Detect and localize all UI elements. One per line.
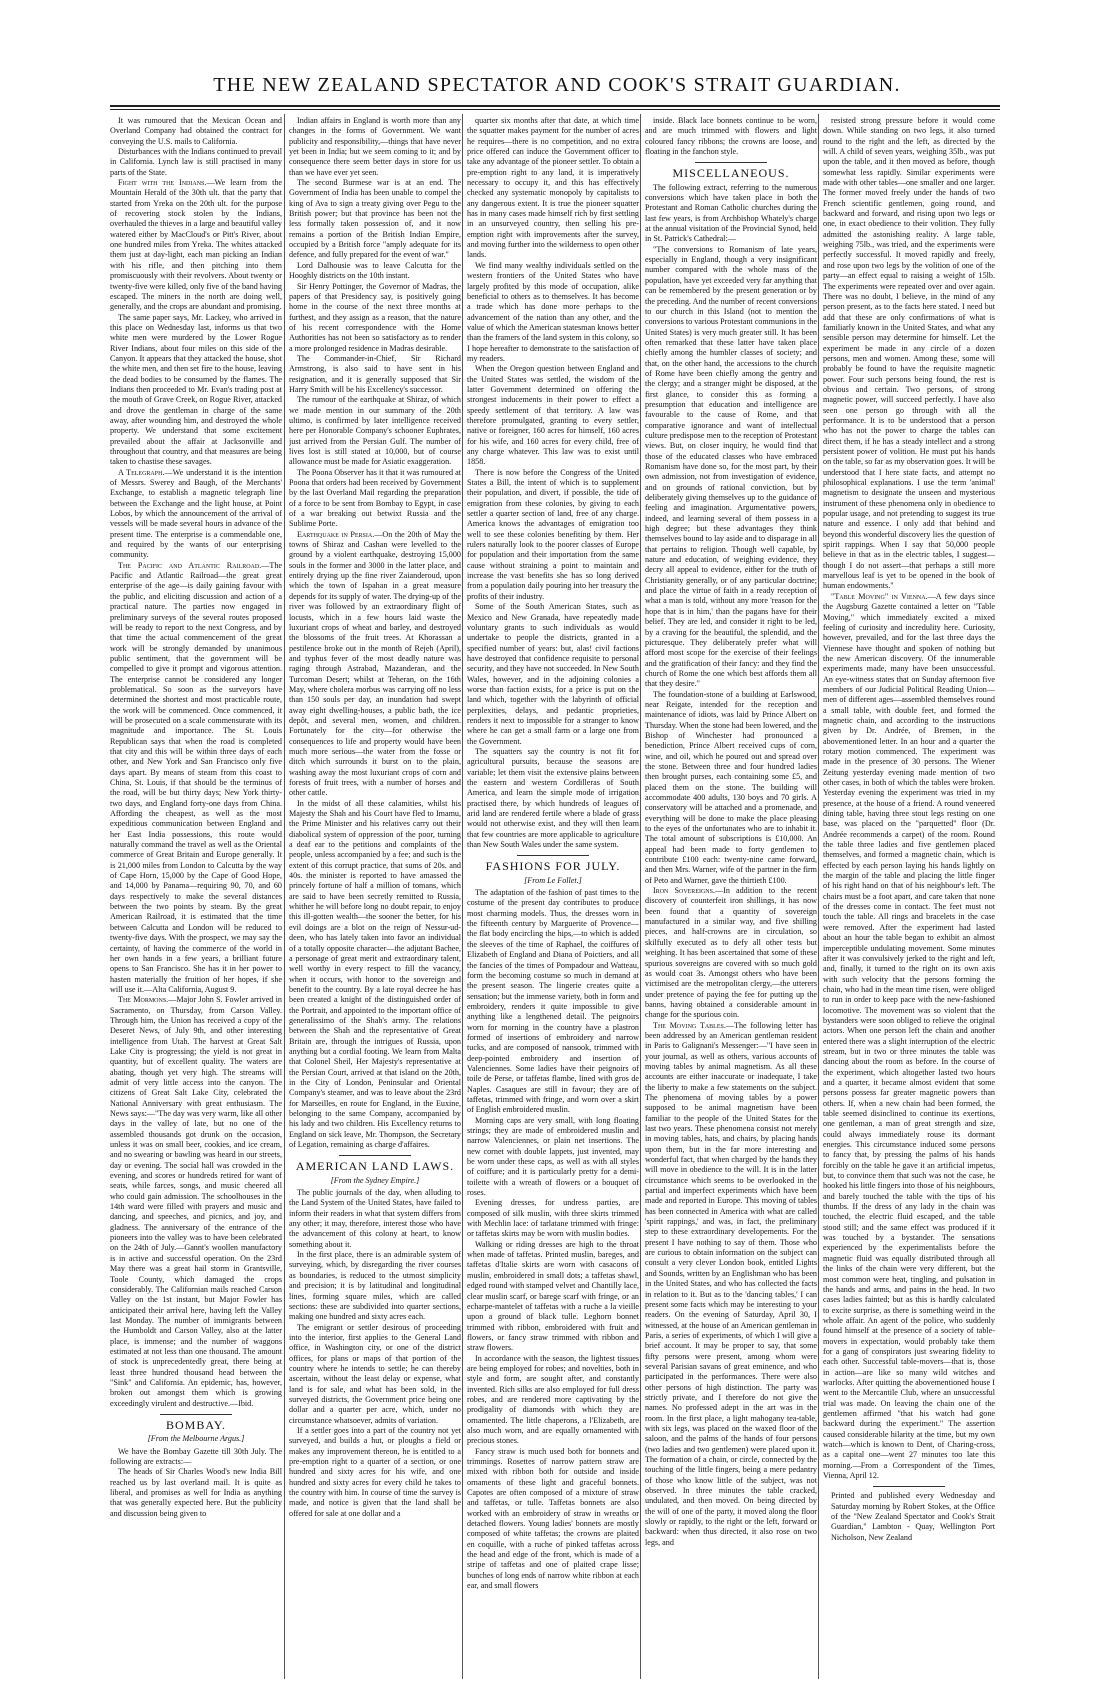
paragraph-lead: "Table Moving" in Vienna. — [831, 591, 928, 601]
masthead-rule-thick — [110, 105, 1000, 107]
column-3 — [467, 116, 639, 1676]
paragraph: The Commander-in-Chief, Sir Richard Armstrong, is also said to have sent in his resignation, and it is generally supposed that Sir Harry Smith will be his Excellency's successor. — [289, 353, 461, 394]
paragraph-body: —The following letter has been addressed by an American gentleman resident in Paris to Galignani's Messenger:—"I have seen in your journal, as well as others, various accounts of moving tables by animal magnetism. As all these accounts are either inaccurate or inadequate, I take the liberty to make a few statements on the subject. The phenomena of moving tables by a power supposed to be animal magnetism have been familiar to the people of the United States for the last two years. These phenomena consist not merely in moving tables, hats, and chairs, by placing hands upon them, but in the far more interesting and wonderful fact, that when charged by the hands they will move in obedience to the will. It is in the latter circumstance which seems to be overlooked in the partial and imperfect experiments which have been made and reported in Europe. This moving of tables has been connected in America with what are called 'spirit rappings,' and was, in fact, the preliminary step to these extraordinary developements. For the present I have nothing to say of them. Those who are curious to obtain information on the subject can consult a very clever London book, entitled Lights and Sounds, written by an Englishman who has been in the United States, and who has collected the facts in relation to it. But as to the 'dancing tables,' I can present some facts which may be interesting to your readers. On the evening of Saturday, April 30, I witnessed, at the house of an American gentleman in Paris, a series of experiments, of which I will give a brief account. It may be proper to say, that some fifty persons were present, among whom were several Parisian savans of great eminence, and who participated in the performances. There were also other persons of high distinction. The party was strictly private, and I therefore do not give the names. No professed adept in the art was in the room. In the first place, a light mahogany tea-table, with six legs, was placed on the waxed floor of the saloon, and the palms of the hands of four persons (two ladies and two gentlemen) were placed upon it. The formation of a chain, or circle, connected by the touching of the little fingers, being a mere pedantry of those who know little of the subject, was not observed. In three minutes the table cracked, undulated, and then moved. On being directed by the will of one of the party, it moved along the floor slowly or rapidly, to the right or the left, forward or backward: when thus directed, it also rose on two legs, and — [645, 1020, 817, 1547]
column-4 — [645, 116, 817, 1676]
paragraph: The heads of Sir Charles Wood's new India Bill reached us by last overland mail. It is quite as liberal, and promises as well for India as anything that was generally expected here. But the publicity and discussion being given to — [110, 1467, 282, 1518]
paragraph-lead: Iron Sovereigns. — [653, 886, 716, 896]
section-heading-miscellaneous: MISCELLANEOUS. — [672, 166, 790, 181]
paragraph: It was rumoured that the Mexican Ocean and Overland Company had obtained the contract for conveying the U.S. mails to California. — [110, 116, 282, 146]
paragraph: The rumour of the earthquake at Shiraz, of which we made mention in our summary of the 20th ultimo, is confirmed by later intelligence received here per Honorable Company's schooner Euphrates, just arrived from the Persian Gulf. The number of lives lost is still stated at 10,000, but of course allowance must be made for Asiatic exaggeration. — [289, 395, 461, 467]
section-rule — [160, 1414, 232, 1415]
paragraph — [110, 561, 282, 995]
paragraph — [110, 468, 282, 561]
column-divider — [818, 114, 819, 1679]
paragraph: The squatters say the country is not fit for agricultural pursuits, because the seasons are variable; let them visit the extensive plains between the eastern and western Cordilleras of South America, and learn the simple mode of irrigation practised there, by which hundreds of leagues of arid land are rendered fertile where a blade of grass would not otherwise exist, and they will then learn that few countries are more applicable to agriculture than New South Wales under the same system. — [467, 746, 639, 850]
paragraph: Morning caps are very small, with long floating strings; they are made of embroidered muslin and narrow Valenciennes, or plain net insertions. The new cornet with double lappets, just invented, may be worn under these caps, as well as with all styles of coiffure; and it is particularly pretty for a demi-toilette with a wreath of flowers or a bouquet of roses. — [467, 1115, 639, 1198]
printer-imprint: Printed and published every Wednesday and Saturday morning by Robert Stokes, at the Office of the "New Zealand Spectator and Cook's Strait Guardian," Lambton - Quay, Wellington Port Nicholson, New Zealand — [831, 1491, 995, 1542]
paragraph: There is now before the Congress of the United States a Bill, the intent of which is to supplement their population, and divert, if possible, the tide of emigration from these colonies, by giving to each settler a quarter section of land, free of any charge. America knows the advantages of emigration too well to see these colonies benefiting by them. Her rulers naturally look to the poorer classes of Europe for population and their importation from the same cause without straining a point to maintain and increase the vast benefits she has so long derived from a population daily pouring into her treasury the profits of their industry. — [467, 467, 639, 601]
paragraph: If a settler goes into a part of the country not yet surveyed, and builds a hut, or ploughs a field or makes any improvement thereon, he is entitled to a pre-emption right to a quarter of a section, or one hundred and sixty acres for his wife, and one hundred and sixty acres for every child he takes to the country with him. In course of time the survey is made, and notice is given that the land shall be offered for sale at one dollar and a — [289, 1425, 461, 1518]
paragraph: The adaptation of the fashion of past times to the costume of the present day contributes to produce most charming models. Thus, the dresses worn in the fifteenth century by Marguerite of Provence—the flat body encircling the hips,—to which is added the sleeves of the time of Raphael, the coiffures of Elizabeth of England and Diana of Poictiers, and all the fancies of the times of Pompadour and Watteau, form the becoming costume so much in demand at the present season. The lingerie creates quite a sensation; but the immense variety, both in form and embroidery, renders it quite impossible to give anything like a lengthened detail. The peignoirs worn for morning in the country have a plastron formed of insertions of embroidery and narrow tucks, and are composed of nansook, trimmed with deep-pointed embroidery and insertion of Valenciennes. Some ladies have their peignoirs of toile de Perse, or taffetas flambe, lined with gros de Naples. Casaques are still in favour; they are of taffetas, trimmed with fringe, and worn over a skirt of English embroidered muslin. — [467, 888, 639, 1115]
paragraph — [110, 995, 282, 1409]
paragraph: In accordance with the season, the lightest tissues are being employed for robes; and novelties, both in style and form, are sought after, and constantly invented. Rich silks are also employed for full dress robes, and are rendered more captivating by the prodigality of diamonds with which they are ornamented. The little chaperons, a l'Elizabeth, are also much worn, and are equally ornamented with precious stones. — [467, 1353, 639, 1446]
paragraph: resisted strong pressure before it would come down. While standing on two legs, it also turned round to the right and the left, as directed by the will. A child of seven years, weighing 35lb., was put upon the table, and it then moved as before, though somewhat less rapidly. Similar experiments were made with other tables—one smaller and one larger. The former moved freely under the hands of two French scientific gentlemen, going round, and backward and forward, and rising upon two legs or one, in exact obedience to their volition. They fully admitted the astonishing reality. A large table, weighing 75lb., was tried, and the experiments were perfectly successful. It moved rapidly and freely, and rose upon two legs by the volition of one of the party—an effect equal to raising a weight of 15lb. The experiments were repeated over and over again. There was no doubt, I believe, in the mind of any person present, as to the facts here stated. I need but add that these are only confirmations of what is familiarly known in the United States, and what any sensible person may determine for himself. Let the experiment be made in any circle of a dozen persons, men and women. Among these, some will probably be found to have the requisite magnetic power. Four such persons being found, the rest is obvious and certain. Two persons, of strong magnetic power, will succeed perfectly. I have also seen one person go through with all the performance. It is to be understood that a person who has not the power to charge the tables can direct them, if he has a steady intellect and a strong persistent power of volition. He must put his hands on the table, so far as my observation goes. It will be understood that I here state facts, and attempt no philosophical explanations. I use the term 'animal' magnetism to designate the unseen and mysterious instrument of these phenomena only in obedience to popular usage, and not pretending to suggest its true nature and essence. I only add that behind and beyond this wonderful discovery lies the question of spirit rappings. When I say that 50,000 people believe in that as in the electric tables, I suggest—though I do not assert—that perhaps a still more marvellous leaf is yet to be opened in the book of human endowments." — [823, 116, 995, 591]
paragraph-body: —The Pacific and Atlantic Railroad—the great great enterprise of the age—is daily gaining favour with the public, and eliciting discussion and action of a practical nature. The parties now engaged in preliminary surveys of the several routes proposed will be ready to report to the next Congress, and by that time the actual commencement of the great work will be strongly demanded by unanimous public sentiment, that the government will be compelled to give it prompt and vigorous attention. The enterprise cannot be considered any longer problematical. So soon as the surveyors have determined the shortest and most practicable route, the work will be commenced. Once commenced, it will be prosecuted on a scale commensurate with its magnitude and importance. The St. Louis Republican says that when the road is completed that city and this will be within three days of each other, and New York and San Francisco only five days apart. By means of steam from this coast to China, St. Louis, if that should be the terminus of the road, will be but thirty days; New York thirty-two days, and England forty-one days from China. Affording the cheapest, as well as the most expeditious communication between England and her East India possessions, this route would naturally command the travel as well as the Oriental commerce of Great Britain and Europe generally. It is 21,000 miles from London to Calcutta by the way of Cape Horn, 15,000 by the Cape of Good Hope, and 14,000 by Panama—requiring 90, 70, and 60 days respectively to make the several distances between the two points by steam. By the great American Railroad, it is estimated that the time between Calcutta and London will be reduced to twenty-five days. With the prospect, we may say the certainty, of having the commerce of the world in her own hands in a few years, a brilliant future opens to San Francisco. She has it in her power to hasten materially the fruition of her hopes, if she will use it.—Alta California, August 9. — [110, 560, 282, 994]
paragraph: inside. Black lace bonnets continue to be worn, and are much trimmed with flowers and light coloured fancy ribbons; the crowns are loose, and floating in the fanchon style. — [645, 116, 817, 157]
paragraph-body: —We understand it is the intention of Messrs. Swerey and Baugh, of the Merchants' Exchange, to establish a magnetic telegraph line between the Exchange and the light house, at Point Lobos, by which the announcement of the arrival of vessels will be made several hours in advance of the present time. The enterprise is a commendable one, and required by the wants of our enterprising community. — [110, 467, 282, 560]
paragraph-lead: The Mormons. — [118, 995, 169, 1005]
paragraph-body: —Major John S. Fowler arrived in Sacramento, on Thursday, from Carson Valley. Through him, the Union has received a copy of the Deseret News, of July 9th, and other interesting intelligence from Utah. The harvest at Great Salt Lake City is progressing; the yield is not great in quantity, but of excellent quality. The waters are abating, though yet very high. The streams will admit of very little access into the canyon. The citizens of Great Salt Lake City, celebrated the National Anniversary with great enthusiasm. The News says:—"The day was very warm, like all other days in the valley of late, but no one of the assembled thousands got drunk on the occasion, unless it was on small beer, cookies, and ice cream, and no swearing or bawling was heard in our streets, day or evening. The social hall was crowded in the evening, and scores or hundreds retired for want of seats, while farces, songs, and music cheered all who could gain admission. The schoolhouses in the 14th ward were filled with prayers and music and dancing, and speeches, and picnics, and joy, and gladness. The anniversary of the entrance of the pioneers into the valley was to have been celebrated on the 24th of July.—Gannt's woollen manufactory is in active and successful operation. On the 23rd May there was a great hail storm in Grantsville, Toole County, which damaged the crops considerably. The Californian mails reached Carson Valley on the 1st instant, but Major Fowler has anticipated their arrival here, having left the Valley last Monday. The number of immigrants between the Humboldt and Carson Valley, also at the latter place, is immense; and the number of waggons estimated at not less than one thousand. The amount of stock is unprecedentedly great, there being at least three hundred thousand head between the "Sink" and California. An epidemic, has, however, broken out amongst them which is growing exceedingly virulent and destructive.—Ibid. — [110, 995, 282, 1408]
paragraph: The same paper says, Mr. Lackey, who arrived in this place on Wednesday last, informs us that two white men were murdered by the Lower Rogue River Indians, about four miles on this side of the Canyon. It appears that they attacked the house, shot the white men, and then set fire to the house, leaving the dead bodies to be consumed by the flames. The Indians then proceeded to Mr. Evan's trading post at the mouth of Grave Creek, on Rogue River, attacked and drove the gentleman in charge of the same away, after wounding him, and destroyed the whole property. We understand that some excitement prevailed about the affair at Jacksonville and throughout that country, and that measures are being taken to chastise these savages. — [110, 312, 282, 467]
section-heading-fashions: FASHIONS FOR JULY. — [485, 859, 621, 874]
paragraph-lead: The Moving Tables. — [653, 1020, 726, 1030]
paragraph-lead: Earthquake in Persia. — [297, 529, 375, 539]
paragraph: Walking or riding dresses are high to the throat when made of taffetas. Printed muslin, bareges, and taffetas d'Italie skirts are worn with casacons of muslin, embroidered in small dots; a taffetas shawl, edged round with stamped velvet and Chantilly lace, clear muslin scarf, or barege scarf with fringe, or an echarpe-mantelet of taffetas with a ruche a la vieille upon a ground of black tulle. Leghorn bonnet trimmed with ribbon, embroidered with fruit and flowers, or fancy straw trimmed with ribbon and straw flowers. — [467, 1239, 639, 1353]
column-divider — [284, 114, 285, 1679]
paragraph: "The conversions to Romanism of late years, especially in England, though a very insignificant number compared with the whole mass of the population, have yet exceeded very far anything that can be remembered by the present generation or by the preceding. And the number of recent conversions to our church in this Island (not to mention the conversions to various Protestant communions in the United States) is very much greater still. It has been often remarked that these latter have taken place chiefly among the humbler classes of society; and that, on the other hand, the accessions to the church of Rome have been chiefly among the gentry and the clergy; and a stranger might be disposed, at the first glance, to consider this as forming a presumption that education and intelligence are favourable to the cause of Rome, and that comparative ignorance and want of intellectual culture predispose men to the reception of Protestant views. But, on closer inquiry, he would find that those of the educated classes who have embraced Romanism have done so, for the most part, by their own admission, not from investigation of evidence, and on grounds of rational conviction, but by deliberately giving themselves up to the guidance of feeling and imagination. Argumentative powers, indeed, and learning several of them possess in a high degree; but these advantages they think themselves bound to lay aside and to disparage in all that pertains to religion. Though well capable, by nature and education, of weighing evidence, they decry all appeal to evidence, either for the truth of Christianity generally, or of any particular doctrine; and place the virtue of faith in a ready reception of what a man is told, without any more 'reason for the hope that is in him,' than the pagans have for their belief. They are led, and consider it right to be led, by a craving for the beautiful, the splendid, and the picturesque. They deliberately prefer what will afford most scope for the exercise of their feelings and the gratification of their fancy: and they find the church of Rome the one which best affords them all that they desire." — [645, 244, 817, 689]
paragraph: When the Oregon question between England and the United States was settled, the wisdom of the latter Government determined on offering the strongest inducements in their power to effect a speedy settlement of that territory. A law was therefore promulgated, granting to every settler, native or foreigner, 160 acres for himself, 160 acres for his wife, and 160 acres for every child, free of any charge whatever. This law was to exist until 1858. — [467, 364, 639, 467]
paragraph — [645, 1021, 817, 1549]
section-heading-american-land-laws: AMERICAN LAND LAWS. — [295, 1159, 455, 1174]
section-rule — [339, 1155, 411, 1156]
paragraph-body: —We learn from the Mountain Herald of the 30th ult. that the party that started from Yreka on the 20th ult. for the purpose of recovering stock stolen by the Indians, overhauled the thieves in a large and beautiful valley watered either by MacCloud's or Pitt's River, about one hundred miles from Yreka. The whites attacked them just at day-light, each man picking an Indian with his rifle, and then pitching into them promiscuously with their revolvers. About twenty or twenty-five were killed, only five of the band having escaped. The miners in the north are doing well, generally, and the crops are abundant and promising. — [110, 178, 282, 312]
section-rule — [873, 1486, 945, 1487]
paragraph: Some of the South American States, such as Mexico and New Granada, have repeatedly made voluntary grants to such individuals as would undertake to people the districts, granted in a specified number of years: but, alas! civil factions have destroyed that confidence requisite to personal security, and they have not succeeded. In New South Wales, however, and in the adjoining colonies a worse than faction exists, for a price is put on the land which, together with the labyrinth of official perplexities, delays, and pedantic proprieties, renders it next to impossible for a stranger to know where he can get a small farm or a large one from the Government. — [467, 602, 639, 746]
column-divider — [640, 114, 641, 1679]
paragraph-body: —A few days since the Augsburg Gazette contained a letter on "Table Moving," which immediately excited a mixed feeling of curiosity and incredulity here. Curiosity, however, prevailed, and for the last three days the Viennese have thought and spoken of nothing but the new American discovery. Of the innumerable experiments made, many have been unsuccessful. An eye-witness states that on Sunday afternoon five members of our Judicial Political Reading Union—men of different ages—assembled themselves round a small table, with double feet, and formed the magnetic chain, and according to the instructions given by Dr. Andrée, of Bremen, in the abovementioned letter. In an hour and a quarter the rotary motion commenced. The experiment was made in the presence of 30 persons. The Wiener Zeitung yesterday evening made mention of two other cases, in both of which the tables were broken. Yesterday evening the experiment was tried in my presence, at the house of a friend. A round veneered dining table, having three stout legs resting on one base, was placed on the "parquetted" floor (Dr. Andrée recommends a carpet) of the room. Round the table three ladies and five gentlemen placed themselves, and formed a magnetic chain, which is effected by each person laying his hands lightly on the margin of the table and placing the little finger of his right hand on that of his neighbour's left. The chairs must be a foot apart, and care taken that none of the dresses come in contact. The feet must not touch the table. All rings and bracelets in the case were removed. After the experiment had lasted about an hour the table began to exhibit an almost imperceptible undulating movement. Some minutes after it was convulsively jerked to the right and left, and, finally, it turned to the right on its own axis with such velocity that the persons forming the chain, who had in the mean time risen, were obliged to run in order to keep pace with the new-fashioned locomotive. The movement was so violent that the bystanders were soon obliged to relieve the original actors. When one person left the chain and another entered there was a slight interruption of the electric stream, but in two or three minutes the table was dancing about the room as before. In the course of the experiment, which altogether lasted two hours and a quarter, it became almost evident that some persons possess far greater magnetic powers than others. If, when a new chain had been formed, the table seemed disinclined to continue its exertions, one gentleman, a man of great strength and size, could always immediately rouse its dormant energies. This circumstance induced some persons to fancy that, by pressing the palms of his hands forcibly on the table he gave it an artificial impetus, but, to convince them that such was not the case, he hooked his little fingers into those of his neighbours, and barely touched the table with the tips of his thumbs. If the dress of any lady in the chain was touched, the electric fluid escaped, and the table stood still; and the same effect was produced if it was touched by a bystander. The sensations experienced by the experimentalists before the magnetic fluid was equally distributed through all the links of the chain were very different, but the most common were heat, tingling, and pulsation in the hands and arms, and pains in the head. In two cases ladies fainted; but as this is hardly calculated to excite surprise, as there is something weird in the whole affair. An agent of the police, who suddenly found himself at the presence of a society of table-movers in expectation, would probably take them for a gang of conspirators just swearing fidelity to each other. Successful table-movers—that is, those in action—are like so many wild witches and warlocks. After quitting the abovementioned house I went to the Mercantile Club, where an unsuccessful trial was made. On leaving the chain one of the gentlemen affirmed "that his watch had gone backward during the experiment." The assertion caused considerable hilarity at the time, but my own watch—which is known to Dent, of Charing-cross, as a capital one—went 27 minutes too late this morning.—From a Correspondent of the Times, Vienna, April 12. — [823, 591, 995, 1481]
paragraph-lead: The Pacific and Atlantic Railroad. — [118, 560, 262, 570]
article-source: [From the Melbourne Argus.] — [147, 1434, 245, 1444]
paragraph-lead: A Telegraph. — [118, 467, 165, 477]
section-rule — [517, 855, 589, 856]
paragraph — [823, 592, 995, 1482]
paragraph: Evening dresses, for undress parties, are composed of silk muslin, with three skirts trimmed with Mechlin lace: of tarlatane trimmed with fringe: or taffetas skirts may be worn with muslin bodies. — [467, 1198, 639, 1239]
paragraph: In the midst of all these calamities, whilst his Majesty the Shah and his Court have fled to Imamu, the Prime Minister and his relatives carry out their diabolical system of oppression of the poor, turning a deaf ear to the petitions and complaints of the people, unless accompanied by a fee; and such is the extent of this corrupt practice, that sums of 20s. and 40s. the minister is reported to have amassed the princely fortune of half a million of tomans, which are said to have been secretly remitted to Russia, whither he will before long no doubt repair, to enjoy this ill-gotten wealth—the sooner the better, for his evil doings are a blot on the reign of Nessur-ud-deen, who has lately taken into favor an individual of a totally opposite character—the adjutant Bachee, a personage of great merit and extraordinary talent, well worthy in every respect to fill the vacancy, when it occurs, with honor to the sovereign and benefit to the country. By a late royal decree he has been created a knight of the distinguished order of the Portrait, and appointed to the important office of generalissimo of the Shah's army. The relations between the Shah and the representative of Great Britain are, through the intrigues of Russia, upon anything but a cordial footing. We learn from Malta that Colonel Sheil, Her Majesty's representative at the Persian Court, arrived at that island on the 20th, in the City of London, Peninsular and Oriental Company's steamer, and was to leave about the 23rd for Marseilles, en route for England, in the Euxine, belonging to the same Company, accompanied by his lady and two children. His Excellency returns to England on sick leave, Mr. Thompson, the Secretary of Legation, remaining as charge d'affaires. — [289, 798, 461, 1150]
section-heading-bombay: BOMBAY. — [165, 1417, 227, 1432]
paragraph: We have the Bombay Gazette till 30th July. The following are extracts:— — [110, 1446, 282, 1466]
column-1 — [110, 116, 282, 1676]
paragraph: The following extract, referring to the numerous conversions which have taken place in both the Protestant and Roman Catholic churches during the last few years, is from Archbishop Whately's charge at the annual visitation of the Provincial Synod, held in St. Patrick's Cathedral:— — [645, 182, 817, 244]
paragraph-lead: Fight with the Indians. — [118, 178, 207, 188]
paragraph: The foundation-stone of a building at Earlswood, near Reigate, intended for the reception and maintenance of idiots, was laid by Prince Albert on Thursday. When the stone had been lowered, and the Bishop of Winchester had pronounced a benediction, Prince Albert received cups of corn, wine, and oil, which he poured out and spread over the stone. Between three and four hundred ladies then brought purses, each containing some £5, and placed them on the stone. The building will accommodate 400 adults, 130 boys and 70 girls. A conservatory will be attached and a promenade, and everything will be done to make the place pleasing to the eyes of the unfortunates who are to inhabit it. The total amount of subscriptions is £10,000. An appeal had been made to forty gentlemen to contribute £100 each: twenty-nine came forward, and then Mrs. Warner, wife of the partner in the firm of Peto and Warner, gave the thirtieth £100. — [645, 689, 817, 885]
section-rule — [695, 162, 767, 163]
masthead-rule-thin — [110, 109, 1000, 110]
paragraph: We find many wealthy individuals settled on the western frontiers of the United States who have largely profited by this mode of occupation, alike beneficial to others as to themselves. It has become a trade which has done more perhaps to the advancement of the nation than any other, and the value of which the American statesman knows better than the framers of the land system in this colony, so I hope hereafter to demonstrate to the satisfaction of my readers. — [467, 260, 639, 363]
paragraph — [110, 178, 282, 312]
paragraph: The public journals of the day, when alluding to the Land System of the United States, have failed to inform their readers in what that system differs from any other; it may, therefore, interest those who have the advancement of this colony at heart, to know something about it. — [289, 1188, 461, 1249]
column-divider — [462, 114, 463, 1679]
paragraph: Fancy straw is much used both for bonnets and trimmings. Rosettes of narrow pattern straw are mixed with ribbon both for outside and inside ornaments of these light and graceful bonnets. Capotes are often composed of a mixture of straw and taffetas, or tulle. Taffetas bonnets are also worked with an embroidery of straw in wreaths or detached flowers. Young ladies' bonnets are mostly composed of white taffetas; the crowns are plaited en coquille, with a ruche of pinked taffetas across the head and edge of the front, which is made of a stripe of taffetas and one of plaited crape lisse; bunches of long ends of narrow white ribbon at each ear, and small flowers — [467, 1446, 639, 1591]
column-2 — [289, 116, 461, 1676]
paragraph — [289, 530, 461, 799]
paragraph: Sir Henry Pottinger, the Governor of Madras, the papers of that Presidency say, is positively going home in the course of the next three months at furthest, and they assign as a reason, that the nature of his recent correspondence with the Home Authorities has not been so satisfactory as to render a more prolonged residence in Madras desirable. — [289, 281, 461, 353]
paragraph: In the first place, there is an admirable system of surveying, which, by disregarding the river courses as boundaries, is reduced to the utmost simplicity and precision; it is by latitudinal and longitudinal lines, forming square miles, which are called sections: these are subdivided into quarter sections, making one hundred and sixty acres each. — [289, 1250, 461, 1322]
paragraph — [645, 886, 817, 1020]
article-source: [From Le Follet.] — [524, 875, 582, 885]
paragraph: Indian affairs in England is worth more than any changes in the forms of Government. We want publicity and responsibility,—things that have never yet been in India; but we seem coming to it; and by consequence there seem better days in store for us than we have ever yet seen. — [289, 116, 461, 177]
masthead-title: THE NEW ZEALAND SPECTATOR AND COOK'S STRAIT GUARDIAN. — [213, 74, 901, 96]
paragraph: quarter six months after that date, at which time the squatter makes payment for the number of acres he requires—there is no competition, and no extra price offered can induce the Government officer to take any advantage of the pioneer settler. To obtain a pre-emption right to any land, it is imperatively necessary to occupy it, and this has effectively checked any systematic monopoly by capitalists to any dangerous extent. It is true the pioneer squatter has in many cases made himself rich by first settling in an unsurveyed country, then selling his pre-emption right with improvements after the survey, and moving further into the wilderness to open other lands. — [467, 116, 639, 260]
paragraph: Lord Dalhousie was to leave Calcutta for the Hooghly districts on the 10th instant. — [289, 260, 461, 281]
paragraph: The emigrant or settler desirous of proceeding into the interior, first applies to the General Land office, in Washington city, or one of the district offices, for plans or maps of that portion of the country where he intends to settle; he can thereby ascertain, without the least delay or expense, what land is for sale, and what has been sold, in the surveyed districts, the Government price being one dollar and a quarter per acre, which, under no circumstance whatsoever, admits of variation. — [289, 1322, 461, 1425]
paragraph: Disturbances with the Indians continued to prevail in California. Lynch law is still practised in many parts of the State. — [110, 147, 282, 177]
paragraph-body: —On the 20th of May the towns of Shiraz and Cashan were levelled to the ground by a violent earthquake, destroying 15,000 souls in the former and 3000 in the latter place, and entirely drying up the fine river Zaianderoud, upon which the town of Ispahan in a great measure depends for its supply of water. The drying-up of the river was followed by an extraordinary flight of locusts, which in a few hours laid waste the luxuriant crops of wheat and barley, and destroyed the blossoms of the fruit trees. At Khorassan a pestilence broke out in the month of Rejeh (April), and typhus fever of the most deadly nature was raging through Astrabad, Mazanderan, and the Turcoman Desert; whilst at Teheran, on the 16th May, where cholera morbus was carrying off no less than 150 souls per day, an inundation had swept away eight dwelling-houses, a public bath, the ice depôt, and several men, women, and children. Fortunately for the city—for otherwise the consequences to life and property would have been much more serious—the water from the fosse or ditch which surrounds it burst on to the plain, washing away the most luxuriant crops of corn and forests of fruit trees, with a number of horses and other cattle. — [289, 529, 461, 798]
paragraph-body: —In addition to the recent discovery of counterfeit iron shillings, it has now been found that a quantity of sovereign manufactured in a similar way, and five shilling pieces, and half-crowns are in circulation, so skilfully executed as to defy all other tests but weighing. It has been ascertained that some of these spurious sovereigns are covered with so much gold as would coat 3s. Amongst others who have been victimised are the metropolitan clergy,—the utterers under pretence of paying the fee for putting up the banns, having obtained a considerable amount in change for the spurious coin. — [645, 886, 817, 1020]
paragraph: The Poona Observer has it that it was rumoured at Poona that orders had been received by Government by the last Overland Mail regarding the preparation of a force to be sent from Bombay to Egypt, in case of a war breaking out betwixt Russia and the Sublime Porte. — [289, 467, 461, 529]
column-5 — [823, 116, 995, 1676]
paragraph: The second Burmese war is at an end. The Government of India has been unable to compel the king of Ava to sign a treaty giving over Pegu to the British power; but that province has been not the less formally taken possession of, and it now remains a portion of the British Indian Empire, occupied by a British force "amply adequate for its defence, and fully prepared for the event of war." — [289, 178, 461, 260]
article-source: [From the Sydney Empire.] — [330, 1175, 420, 1185]
